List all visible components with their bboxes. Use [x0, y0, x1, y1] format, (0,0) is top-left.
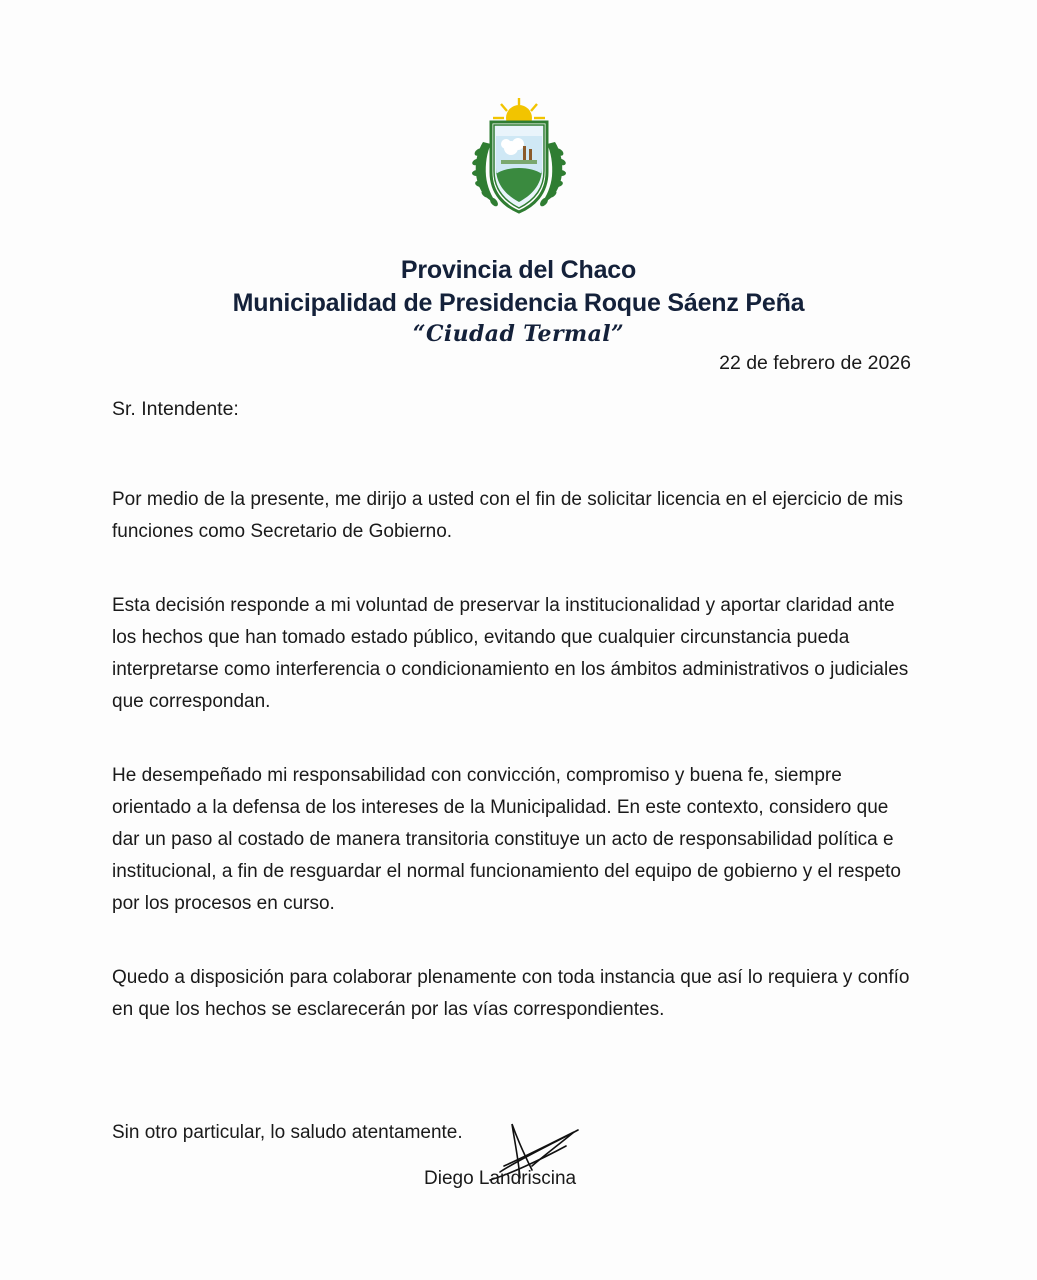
paragraph-1: Por medio de la presente, me dirijo a usted con el fin de solicitar licencia en el ejercicio de mis funciones como Secretario de Gobierno. [112, 489, 904, 542]
letter-body [112, 484, 912, 1068]
chaco-coat-of-arms-icon [463, 96, 575, 224]
crest-container [0, 96, 1037, 224]
closing-line: Sin otro particular, lo saludo atentamente. [112, 1122, 463, 1143]
paragraph-4: Quedo a disposición para colaborar plenamente con toda instancia que así lo requiera y confío en que los hechos se esclarecerán por las vías correspondientes. [112, 967, 910, 1020]
province-name: Provincia del Chaco [400, 256, 637, 284]
paragraph-2: Esta decisión responde a mi voluntad de preservar la institucionalidad y aportar claridad ante los hechos que han tomado estado público, evitando que cualquier circunstancia pueda interpretarse como interferencia o condicionamiento en los ámbitos administrativos o judiciales que correspondan. [112, 595, 909, 712]
paragraph-3: He desempeñado mi responsabilidad con convicción, compromiso y buena fe, siempre orientado a la defensa de los intereses de la Municipalidad. En este contexto, considero que dar un paso al costado de manera transitoria constituye un acto de responsabilidad política e institucional, a fin de resguardar el normal funcionamiento del equipo de gobierno y el respeto por los procesos en curso. [112, 765, 901, 914]
letter-date: 22 de febrero de 2026 [719, 352, 911, 374]
signature-name: Diego Landriscina [424, 1168, 577, 1189]
letterhead [0, 255, 1037, 347]
salutation: Sr. Intendente: [112, 398, 239, 420]
municipality-name: Municipalidad de Presidencia Roque Sáenz Peña [232, 288, 805, 317]
city-motto: “Ciudad Termal” [412, 321, 625, 347]
